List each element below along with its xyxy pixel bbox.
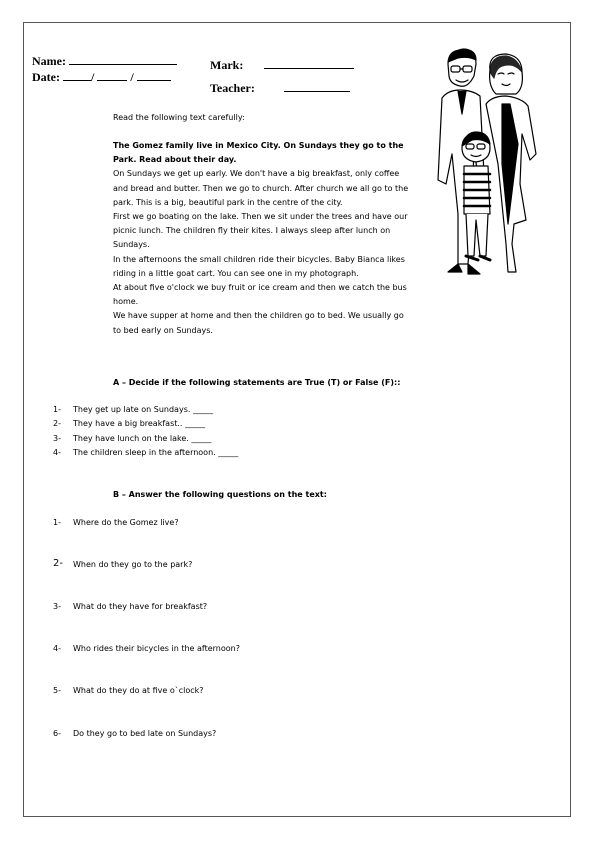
question-text: Where do the Gomez live?	[73, 518, 179, 527]
statement-text: The children sleep in the afternoon. _____	[73, 448, 239, 457]
reading-paragraph: In the afternoons the small children ride their bicycles. Baby Bianca likes riding in a little goat cart. You can see one in my photograph.	[113, 254, 405, 278]
reading-instruction: Read the following text carefully:	[113, 113, 245, 122]
question-number: 6-	[53, 729, 61, 738]
family-illustration-icon	[418, 44, 550, 280]
question-number: 5-	[53, 686, 61, 695]
question-text: Do they go to bed late on Sundays?	[73, 729, 217, 738]
question-number: 2-	[53, 558, 63, 569]
question-number: 4-	[53, 644, 61, 653]
reading-article	[113, 139, 413, 338]
date-day-line[interactable]	[63, 70, 91, 81]
reading-paragraph: First we go boating on the lake. Then we sit under the trees and have our picnic lunch. The children fly their kites. I always sleep after lunch on Sundays.	[113, 212, 408, 250]
date-separator: /	[90, 70, 95, 84]
name-field[interactable]	[32, 54, 177, 69]
date-field[interactable]	[32, 70, 171, 85]
teacher-line[interactable]	[284, 81, 350, 92]
name-line[interactable]	[69, 54, 177, 65]
statement-number: 3-	[53, 434, 61, 443]
date-separator: /	[130, 70, 134, 84]
question-text: What do they have for breakfast?	[73, 602, 208, 611]
question-text: What do they do at five o`clock?	[73, 686, 204, 695]
reading-paragraph: We have supper at home and then the children go to bed. We usually go to bed early on Sundays.	[113, 311, 404, 335]
date-month-line[interactable]	[97, 70, 127, 81]
section-b-title: B – Answer the following questions on the text:	[113, 490, 327, 499]
reading-paragraph: At about five o'clock we buy fruit or ice cream and then we catch the bus home.	[113, 283, 407, 307]
mark-label: Mark:	[210, 58, 244, 72]
question-text: When do they go to the park?	[73, 560, 193, 569]
date-label: Date:	[32, 70, 60, 84]
teacher-label: Teacher:	[210, 81, 255, 95]
question-text: Who rides their bicycles in the afternoon?	[73, 644, 240, 653]
statement-number: 2-	[53, 419, 61, 428]
statement-number: 1-	[53, 405, 61, 414]
mark-line[interactable]	[264, 58, 354, 69]
statement-text: They get up late on Sundays. _____	[73, 405, 213, 414]
statement-number: 4-	[53, 448, 61, 457]
statement-text: They have lunch on the lake. _____	[73, 434, 212, 443]
question-number: 3-	[53, 602, 61, 611]
question-number: 1-	[53, 518, 61, 527]
reading-title: The Gomez family live in Mexico City. On Sundays they go to the Park. Read about their day.	[113, 141, 404, 165]
name-label: Name:	[32, 54, 66, 68]
date-year-line[interactable]	[137, 70, 171, 81]
mark-field[interactable]	[210, 58, 354, 73]
reading-paragraph: On Sundays we get up early. We don't have a big breakfast, only coffee and bread and butter. Then we go to church. After church we all go to the park. This is a big, beautiful park in the centre of the city.	[113, 169, 409, 207]
section-a-title: A – Decide if the following statements are True (T) or False (F)::	[113, 378, 401, 387]
teacher-field[interactable]	[210, 81, 350, 96]
statement-text: They have a big breakfast.. _____	[73, 419, 205, 428]
